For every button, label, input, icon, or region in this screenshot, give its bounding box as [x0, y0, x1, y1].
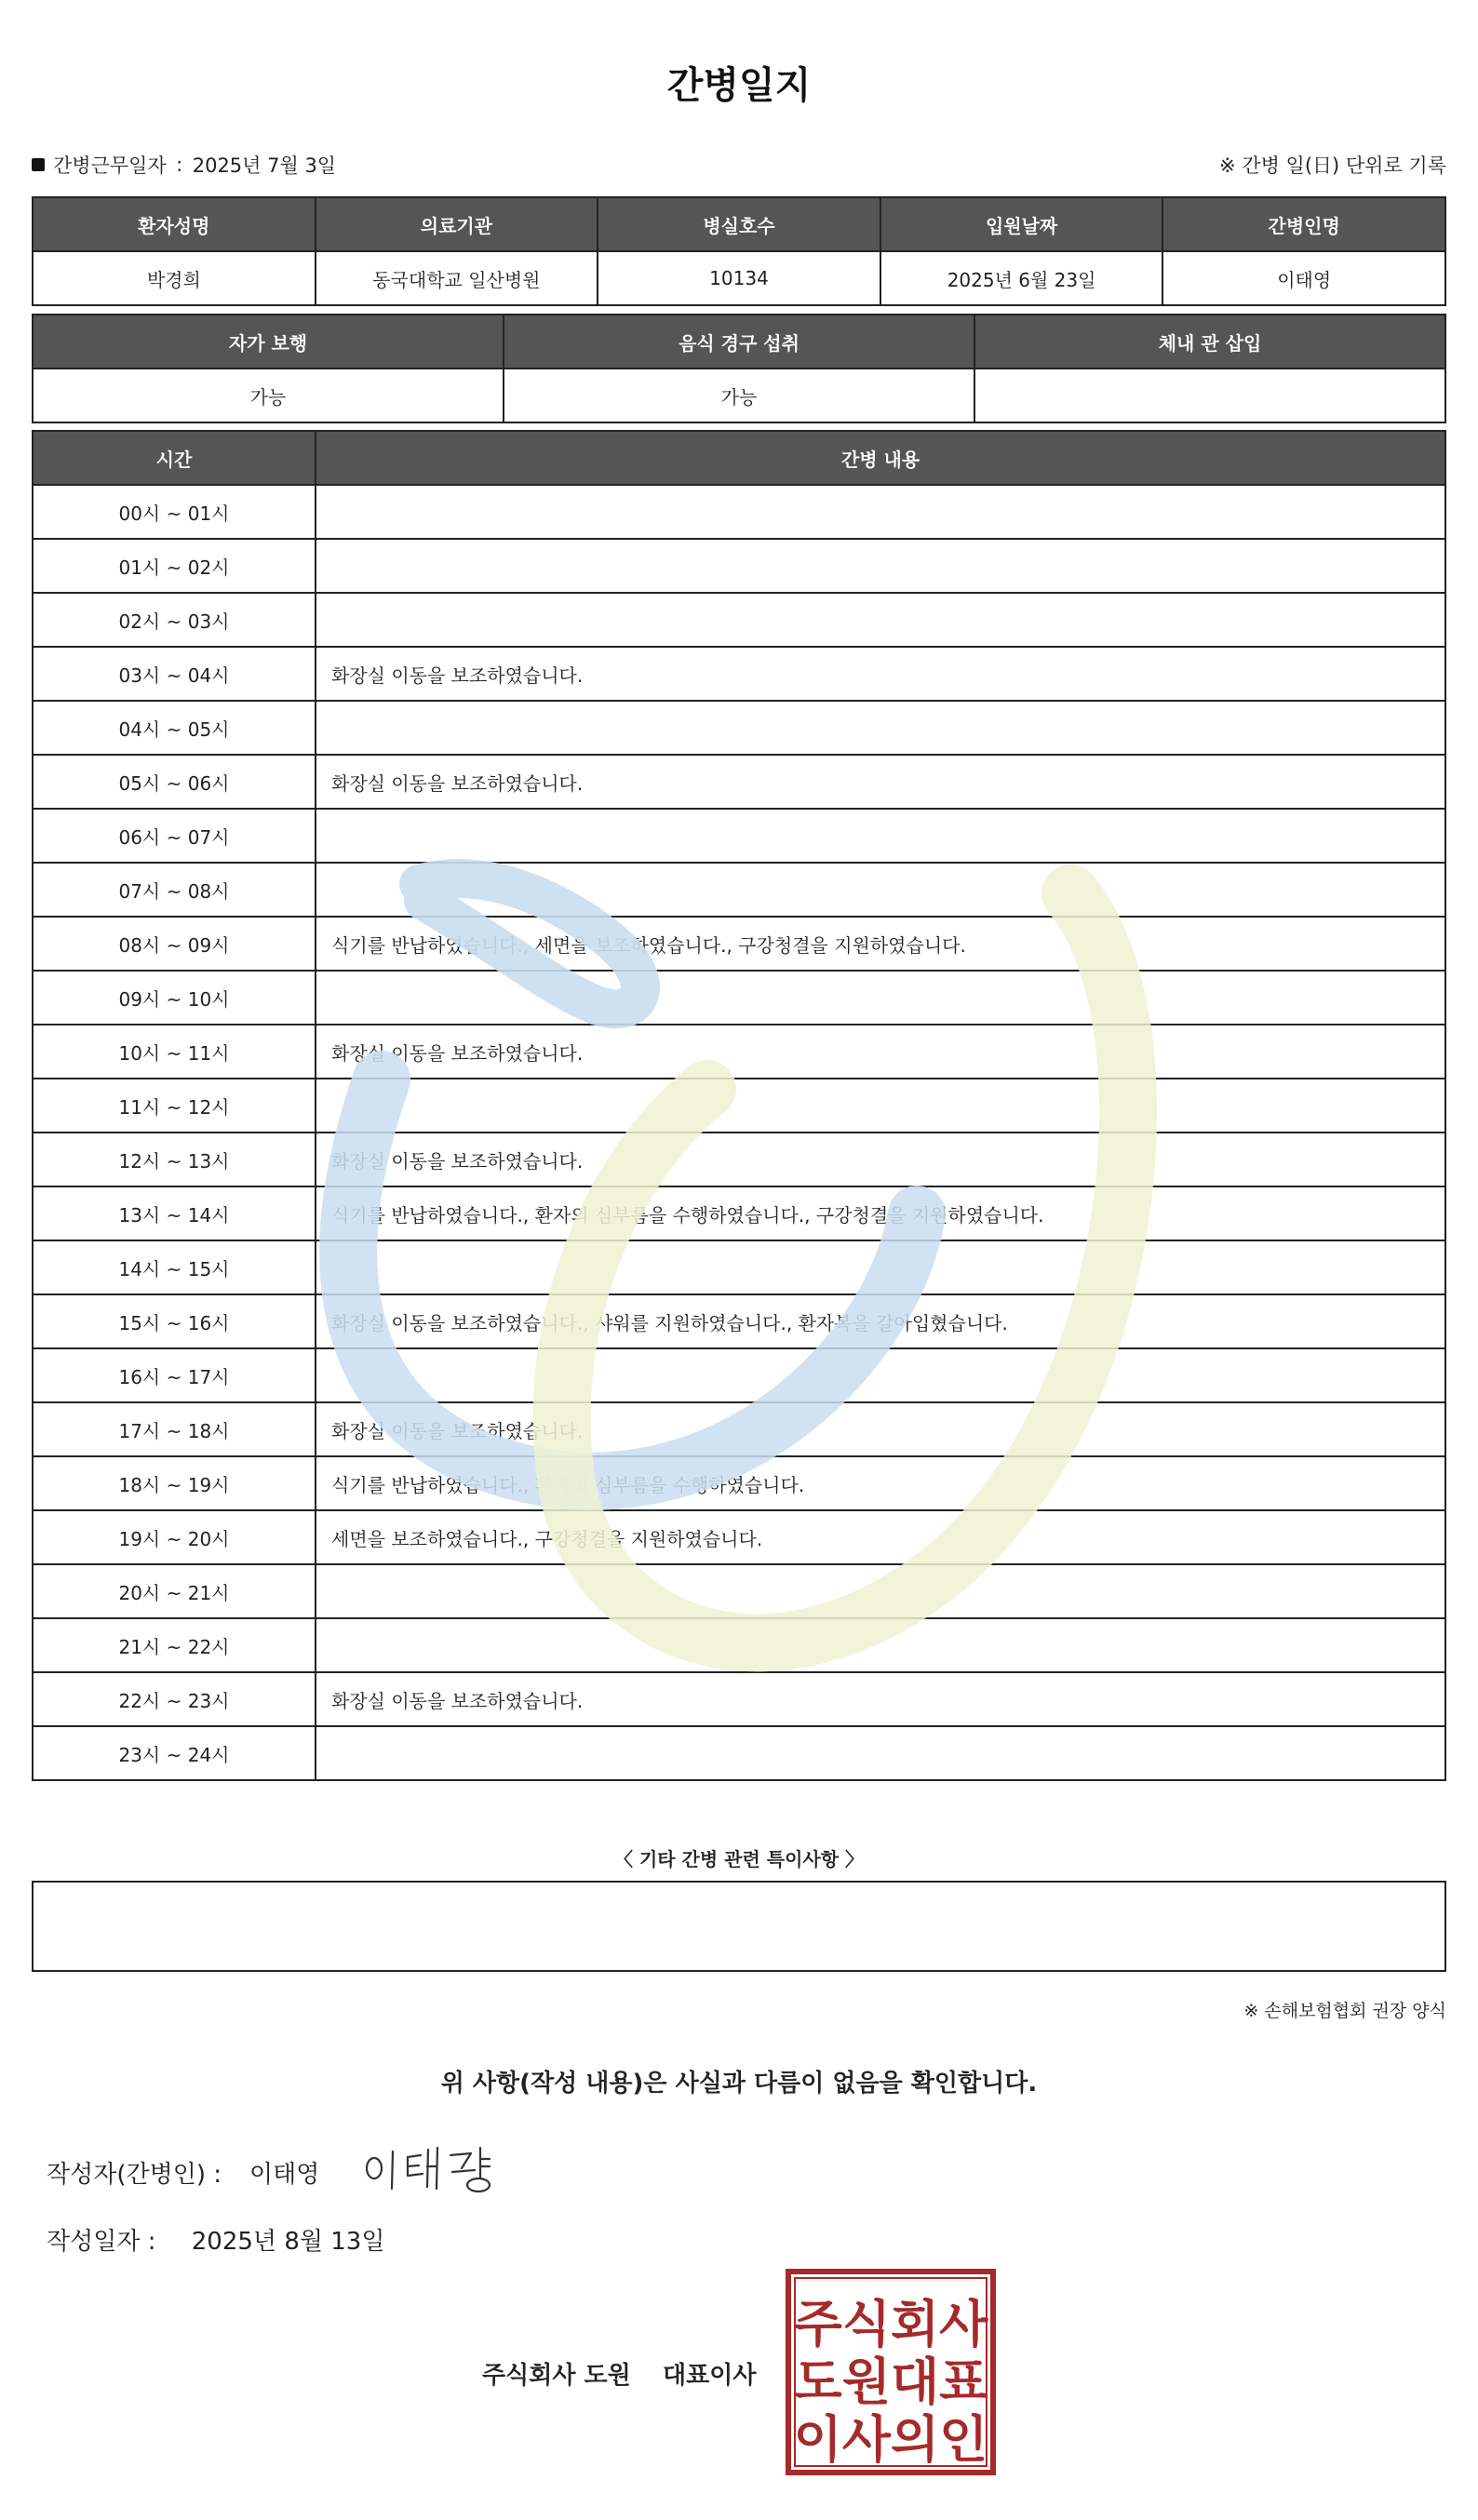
log-time: 03시 ~ 04시	[33, 647, 316, 701]
log-time: 14시 ~ 15시	[33, 1240, 316, 1294]
log-row	[33, 701, 1445, 755]
header-self-walking: 자가 보행	[33, 315, 504, 369]
log-time: 12시 ~ 13시	[33, 1133, 316, 1186]
status-value-row	[33, 369, 1445, 422]
log-content	[316, 971, 1445, 1025]
log-time: 23시 ~ 24시	[33, 1726, 316, 1780]
work-date	[32, 151, 336, 179]
log-time: 09시 ~ 10시	[33, 971, 316, 1025]
log-content	[316, 1079, 1445, 1133]
writer-name: 이태영	[249, 2161, 320, 2189]
log-row	[33, 1240, 1445, 1294]
log-time: 19시 ~ 20시	[33, 1510, 316, 1564]
log-time: 22시 ~ 23시	[33, 1672, 316, 1726]
log-row	[33, 1079, 1445, 1133]
log-row	[33, 1456, 1445, 1510]
seal-text-line: 도원대표	[793, 2352, 988, 2411]
room-number: 10134	[598, 251, 880, 305]
log-content: 세면을 보조하였습니다., 구강청결을 지원하였습니다.	[316, 1510, 1445, 1564]
header-oral-intake: 음식 경구 섭취	[504, 315, 974, 369]
header-care-content: 간병 내용	[316, 431, 1445, 485]
log-content: 화장실 이동을 보조하였습니다.	[316, 1402, 1445, 1456]
care-log-table	[32, 430, 1446, 1781]
square-bullet-icon	[32, 158, 45, 171]
header-time: 시간	[33, 431, 316, 485]
company-seal	[786, 2269, 996, 2475]
log-content	[316, 539, 1445, 593]
seal-text-line: 주식회사	[793, 2295, 988, 2353]
hospital-name: 동국대학교 일산병원	[316, 251, 598, 305]
log-time: 08시 ~ 09시	[33, 917, 316, 971]
log-time: 05시 ~ 06시	[33, 755, 316, 809]
patient-header-row	[33, 197, 1445, 251]
work-date-separator: :	[176, 154, 183, 176]
log-time: 00시 ~ 01시	[33, 485, 316, 539]
oral-intake-value: 가능	[504, 369, 974, 422]
handwritten-signature	[361, 2135, 510, 2200]
log-row	[33, 1294, 1445, 1348]
log-row	[33, 539, 1445, 593]
log-content	[316, 1240, 1445, 1294]
log-time: 16시 ~ 17시	[33, 1348, 316, 1402]
log-row	[33, 1186, 1445, 1240]
patient-name: 박경희	[33, 251, 316, 305]
log-row	[33, 647, 1445, 701]
log-content: 화장실 이동을 보조하였습니다., 샤워를 지원하였습니다., 환자복을 갈아입혔습니다.	[316, 1294, 1445, 1348]
log-row	[33, 917, 1445, 971]
log-row	[33, 1133, 1445, 1186]
header-patient-name: 환자성명	[33, 197, 316, 251]
writer-label: 작성자(간병인) :	[47, 2161, 222, 2189]
log-row	[33, 485, 1445, 539]
log-time: 13시 ~ 14시	[33, 1186, 316, 1240]
header-tube-insertion: 체내 관 삽입	[974, 315, 1445, 369]
form-footnote: ※ 손해보험협회 권장 양식	[1243, 2001, 1446, 2021]
patient-value-row	[33, 251, 1445, 305]
confirmation-statement: 위 사항(작성 내용)은 사실과 다름이 없음을 확인합니다.	[440, 2070, 1038, 2098]
log-content: 화장실 이동을 보조하였습니다.	[316, 1672, 1445, 1726]
log-content	[316, 701, 1445, 755]
log-content: 식기를 반납하였습니다., 세면을 보조하였습니다., 구강청결을 지원하였습니다.	[316, 917, 1445, 971]
log-time: 06시 ~ 07시	[33, 809, 316, 863]
log-time: 21시 ~ 22시	[33, 1618, 316, 1672]
patient-info-table	[32, 196, 1446, 306]
log-row	[33, 1402, 1445, 1456]
header-hospital: 의료기관	[316, 197, 598, 251]
header-caregiver-name: 간병인명	[1162, 197, 1445, 251]
log-header-row	[33, 431, 1445, 485]
log-content	[316, 1618, 1445, 1672]
log-content: 화장실 이동을 보조하였습니다.	[316, 1025, 1445, 1079]
admission-date: 2025년 6월 23일	[880, 251, 1163, 305]
document-title: 간병일지	[666, 64, 812, 107]
log-row	[33, 1510, 1445, 1564]
work-date-label: 간병근무일자	[53, 154, 167, 177]
log-content	[316, 1348, 1445, 1402]
write-date-value: 2025년 8월 13일	[191, 2228, 385, 2256]
log-content: 화장실 이동을 보조하였습니다.	[316, 1133, 1445, 1186]
log-time: 02시 ~ 03시	[33, 593, 316, 647]
log-row	[33, 971, 1445, 1025]
log-time: 01시 ~ 02시	[33, 539, 316, 593]
writer-line	[47, 2155, 319, 2190]
log-time: 17시 ~ 18시	[33, 1402, 316, 1456]
caregiver-name: 이태영	[1162, 251, 1445, 305]
log-row	[33, 1025, 1445, 1079]
log-content	[316, 485, 1445, 539]
log-content: 식기를 반납하였습니다., 환자의 심부름을 수행하였습니다.	[316, 1456, 1445, 1510]
log-time: 10시 ~ 11시	[33, 1025, 316, 1079]
log-content: 화장실 이동을 보조하였습니다.	[316, 755, 1445, 809]
unit-note: ※ 간병 일(日) 단위로 기록	[1219, 154, 1446, 177]
log-row	[33, 1564, 1445, 1618]
tube-insertion-value	[974, 369, 1445, 422]
log-content	[316, 593, 1445, 647]
log-row	[33, 593, 1445, 647]
log-time: 18시 ~ 19시	[33, 1456, 316, 1510]
remarks-box	[32, 1881, 1446, 1972]
log-row	[33, 755, 1445, 809]
write-date-label: 작성일자 :	[47, 2228, 156, 2256]
log-time: 11시 ~ 12시	[33, 1079, 316, 1133]
log-content	[316, 809, 1445, 863]
log-row	[33, 1726, 1445, 1780]
log-time: 04시 ~ 05시	[33, 701, 316, 755]
company-name: 주식회사 도원	[482, 2362, 631, 2390]
log-time: 20시 ~ 21시	[33, 1564, 316, 1618]
work-date-value: 2025년 7월 3일	[192, 154, 337, 177]
log-row	[33, 863, 1445, 917]
status-header-row	[33, 315, 1445, 369]
self-walking-value: 가능	[33, 369, 504, 422]
header-room-number: 병실호수	[598, 197, 880, 251]
patient-status-table	[32, 314, 1446, 423]
log-row	[33, 1672, 1445, 1726]
remarks-title: 〈 기타 간병 관련 특이사항 〉	[613, 1848, 864, 1870]
seal-text-line: 이사의인	[793, 2410, 988, 2469]
log-content	[316, 1726, 1445, 1780]
log-time: 15시 ~ 16시	[33, 1294, 316, 1348]
log-row	[33, 1348, 1445, 1402]
log-content: 화장실 이동을 보조하였습니다.	[316, 647, 1445, 701]
log-content	[316, 1564, 1445, 1618]
log-time: 07시 ~ 08시	[33, 863, 316, 917]
log-content	[316, 863, 1445, 917]
log-row	[33, 1618, 1445, 1672]
log-row	[33, 809, 1445, 863]
write-date-line	[47, 2222, 384, 2257]
header-admission-date: 입원날짜	[880, 197, 1163, 251]
log-content: 식기를 반납하였습니다., 환자의 심부름을 수행하였습니다., 구강청결을 지원하였습니다.	[316, 1186, 1445, 1240]
ceo-title: 대표이사	[663, 2362, 757, 2390]
